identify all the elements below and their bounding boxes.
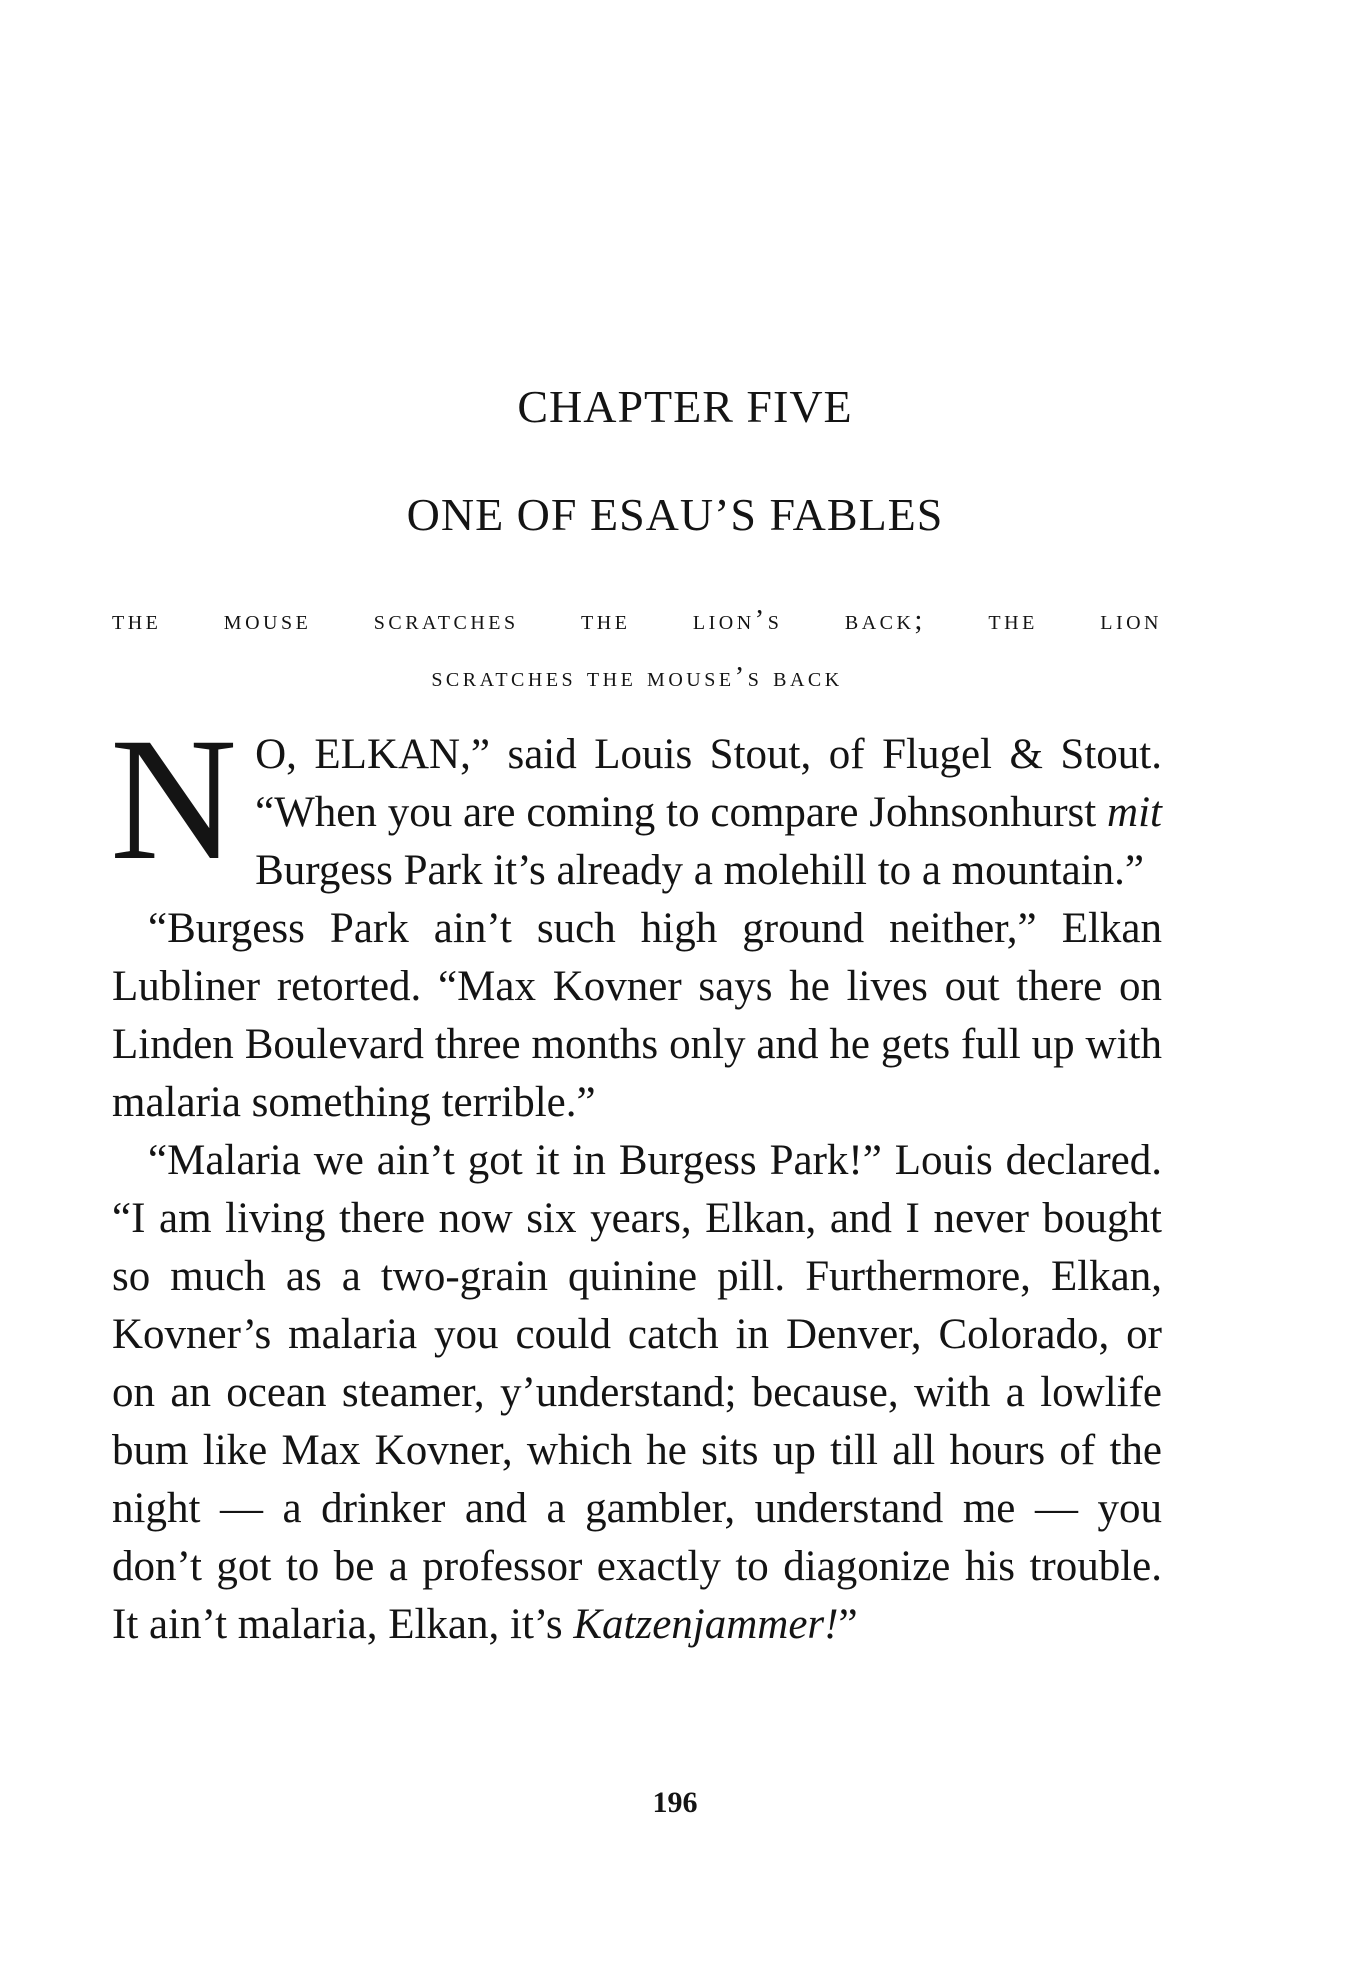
subtitle-line-2: scratches the mouse’s back	[431, 661, 843, 693]
paragraph-3	[112, 1132, 1162, 1654]
italic-word-katzenjammer: Katzenjammer!	[573, 1601, 839, 1648]
chapter-subtitle	[112, 592, 1162, 706]
paragraph-2: “Burgess Park ain’t such high ground neither,” Elkan Lubliner retorted. “Max Kovner says he lives out there on Linden Boulevard three months only and he gets full up with malaria something terrible.”	[112, 905, 1162, 1126]
paragraph-1-text: O, ELKAN,” said Louis Stout, of Flugel & Stout. “When you are coming to compare Johnsonhurst	[255, 731, 1162, 836]
chapter-label: CHAPTER FIVE	[517, 381, 853, 432]
subtitle-line-1: the mouse scratches the lion’s back; the lion	[112, 604, 1162, 636]
paragraph-1-end: Burgess Park it’s already a molehill to a mountain.”	[255, 847, 1144, 894]
paragraph-1	[110, 702, 1162, 900]
page-number: 196	[652, 1786, 698, 1819]
paragraph-3-text: “Malaria we ain’t got it in Burgess Park!” Louis declared. “I am living there now six years, Elkan, and I never bought so much as a two-grain quinine pill. Furthermore, Elkan, Kovner’s malaria you could catch in Denver, Colorado, or on an ocean steamer, y’understand; because, with a lowlife bum like Max Kovner, which he sits up till all hours of the night — a drinker and a gambler, understand me — you don’t got to be a professor exactly to diagonize his trouble. It ain’t malaria, Elkan, it’s	[112, 1137, 1162, 1648]
italic-word-mit: mit	[1107, 789, 1162, 836]
drop-cap: N	[110, 702, 238, 897]
body-text	[110, 702, 1162, 1654]
chapter-title: ONE OF ESAU’S FABLES	[406, 489, 944, 540]
paragraph-3-end: ”	[838, 1601, 858, 1648]
